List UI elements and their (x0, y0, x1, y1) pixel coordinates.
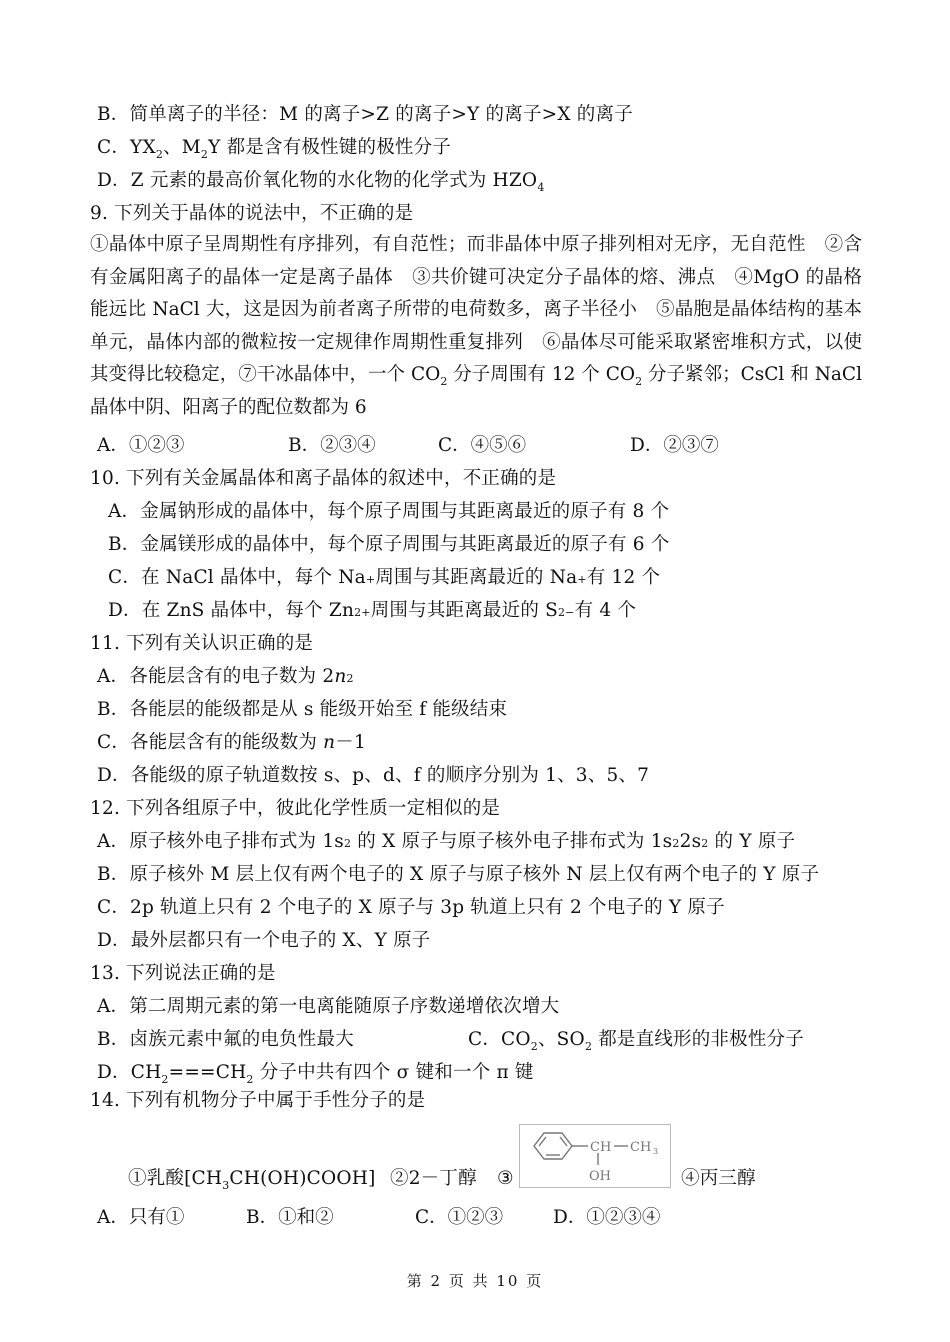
q9-option-a: A．①②③ (97, 435, 185, 456)
q14-option-b: B．①和② (246, 1207, 334, 1228)
q13-option-a: A．第二周期元素的第一电离能随原子序数递增依次增大 (97, 996, 560, 1017)
q13-option-c: C．$CO_2$、$SO_2$ 都是直线形的非极性分子 (468, 1029, 804, 1053)
q12-option-c: C．2p 轨道上只有 2 个电子的 X 原子与 3p 轨道上只有 2 个电子的 Y 原子 (97, 897, 725, 918)
q10-option-b: B．金属镁形成的晶体中，每个原子周围与其距离最近的原子有 6 个 (108, 534, 670, 555)
q13-stem: 13. 下列说法正确的是 (90, 963, 276, 984)
q9-body: ①晶体中原子呈周期性有序排列，有自范性；而非晶体中原子排列相对无序，无自范性 ②含有金属阳离子的晶体一定是离子晶体 ③共价键可决定分子晶体的熔、沸点 ④MgO 的晶格能远比 NaCl 大，这是因为前者离子所带的电荷数多，离子半径小 ⑤晶胞是晶体结构的基本单元，晶体内部的微粒按一定规律作周期性重复排列 ⑥晶体尽可能采取紧密堆积方式，以使其变得比较稳定，⑦干冰晶体中，一个 $CO_2$ 分子周围有 12 个 $CO_2$ 分子紧邻；CsCl 和 NaCl 晶体中阴、阳离子的配位数都为 6 (90, 234, 862, 418)
q13-option-d: D．$CH_2===CH_2$ 分子中共有四个 σ 键和一个 π 键 (97, 1062, 534, 1086)
q14-option-a: A．只有① (97, 1207, 185, 1228)
struct-ch-label: CH (590, 1140, 612, 1155)
q11-option-b: B．各能层的能级都是从 s 能级开始至 f 能级结束 (97, 699, 508, 720)
q12-option-a: A．原子核外电子排布式为 1s2 的 X 原子与原子核外电子排布式为 1s22s2 的 Y 原子 (97, 831, 796, 852)
q14-item-3: ③ (497, 1168, 514, 1189)
q14-item-butanol: ②2－丁醇 (390, 1168, 477, 1189)
structure-formula-diagram (520, 1125, 670, 1187)
q14-option-c: C．①②③ (415, 1207, 504, 1228)
q9-option-b: B．②③④ (288, 435, 376, 456)
page-footer: 第 2 页 共 10 页 (406, 1272, 544, 1290)
phenylethanol-structure-image (519, 1124, 671, 1188)
q10-option-c: C．在 NaCl 晶体中，每个 Na+周围与其距离最近的 Na+有 12 个 (108, 567, 661, 588)
q8-option-c: C．$YX_2$、$M_2Y$ 都是含有极性键的极性分子 (97, 137, 451, 161)
struct-ch3-label: CH (630, 1140, 652, 1155)
q11-option-d: D．各能级的原子轨道数按 s、p、d、f 的顺序分别为 1、3、5、7 (97, 765, 650, 786)
q9-stem: 9. 下列关于晶体的说法中，不正确的是 (90, 203, 414, 224)
q9-option-d: D．②③⑦ (630, 435, 719, 456)
q10-stem: 10. 下列有关金属晶体和离子晶体的叙述中，不正确的是 (90, 468, 557, 489)
q8-option-b: B．简单离子的半径：M 的离子>Z 的离子>Y 的离子>X 的离子 (97, 104, 633, 125)
q10-option-d: D．在 ZnS 晶体中，每个 Zn2+周围与其距离最近的 S2−有 4 个 (108, 600, 637, 621)
q12-option-d: D．最外层都只有一个电子的 X、Y 原子 (97, 930, 431, 951)
q14-stem: 14. 下列有机物分子中属于手性分子的是 (90, 1090, 426, 1111)
q11-option-a: A．各能层含有的电子数为 2n2 (97, 666, 354, 687)
q8-option-d: D．Z 元素的最高价氧化物的水化物的化学式为 $HZO_4$ (97, 170, 545, 194)
q9-option-c: C．④⑤⑥ (438, 435, 527, 456)
q11-option-c: C．各能层含有的能级数为 n－1 (97, 732, 366, 753)
q14-item-lactic-acid: ①乳酸$[CH_3CH(OH)COOH]$ (128, 1168, 376, 1192)
q12-option-b: B．原子核外 M 层上仅有两个电子的 X 原子与原子核外 N 层上仅有两个电子的 Y 原子 (97, 864, 820, 885)
q11-stem: 11. 下列有关认识正确的是 (90, 633, 314, 654)
struct-oh-label: OH (589, 1169, 611, 1184)
struct-ch3-sub: 3 (653, 1147, 659, 1156)
q12-stem: 12. 下列各组原子中，彼此化学性质一定相似的是 (90, 798, 501, 819)
q13-option-b: B．卤族元素中氟的电负性最大 (97, 1029, 354, 1050)
q14-option-d: D．①②③④ (553, 1207, 661, 1228)
q14-item-glycerol: ④丙三醇 (681, 1168, 756, 1189)
q10-option-a: A．金属钠形成的晶体中，每个原子周围与其距离最近的原子有 8 个 (108, 501, 670, 522)
